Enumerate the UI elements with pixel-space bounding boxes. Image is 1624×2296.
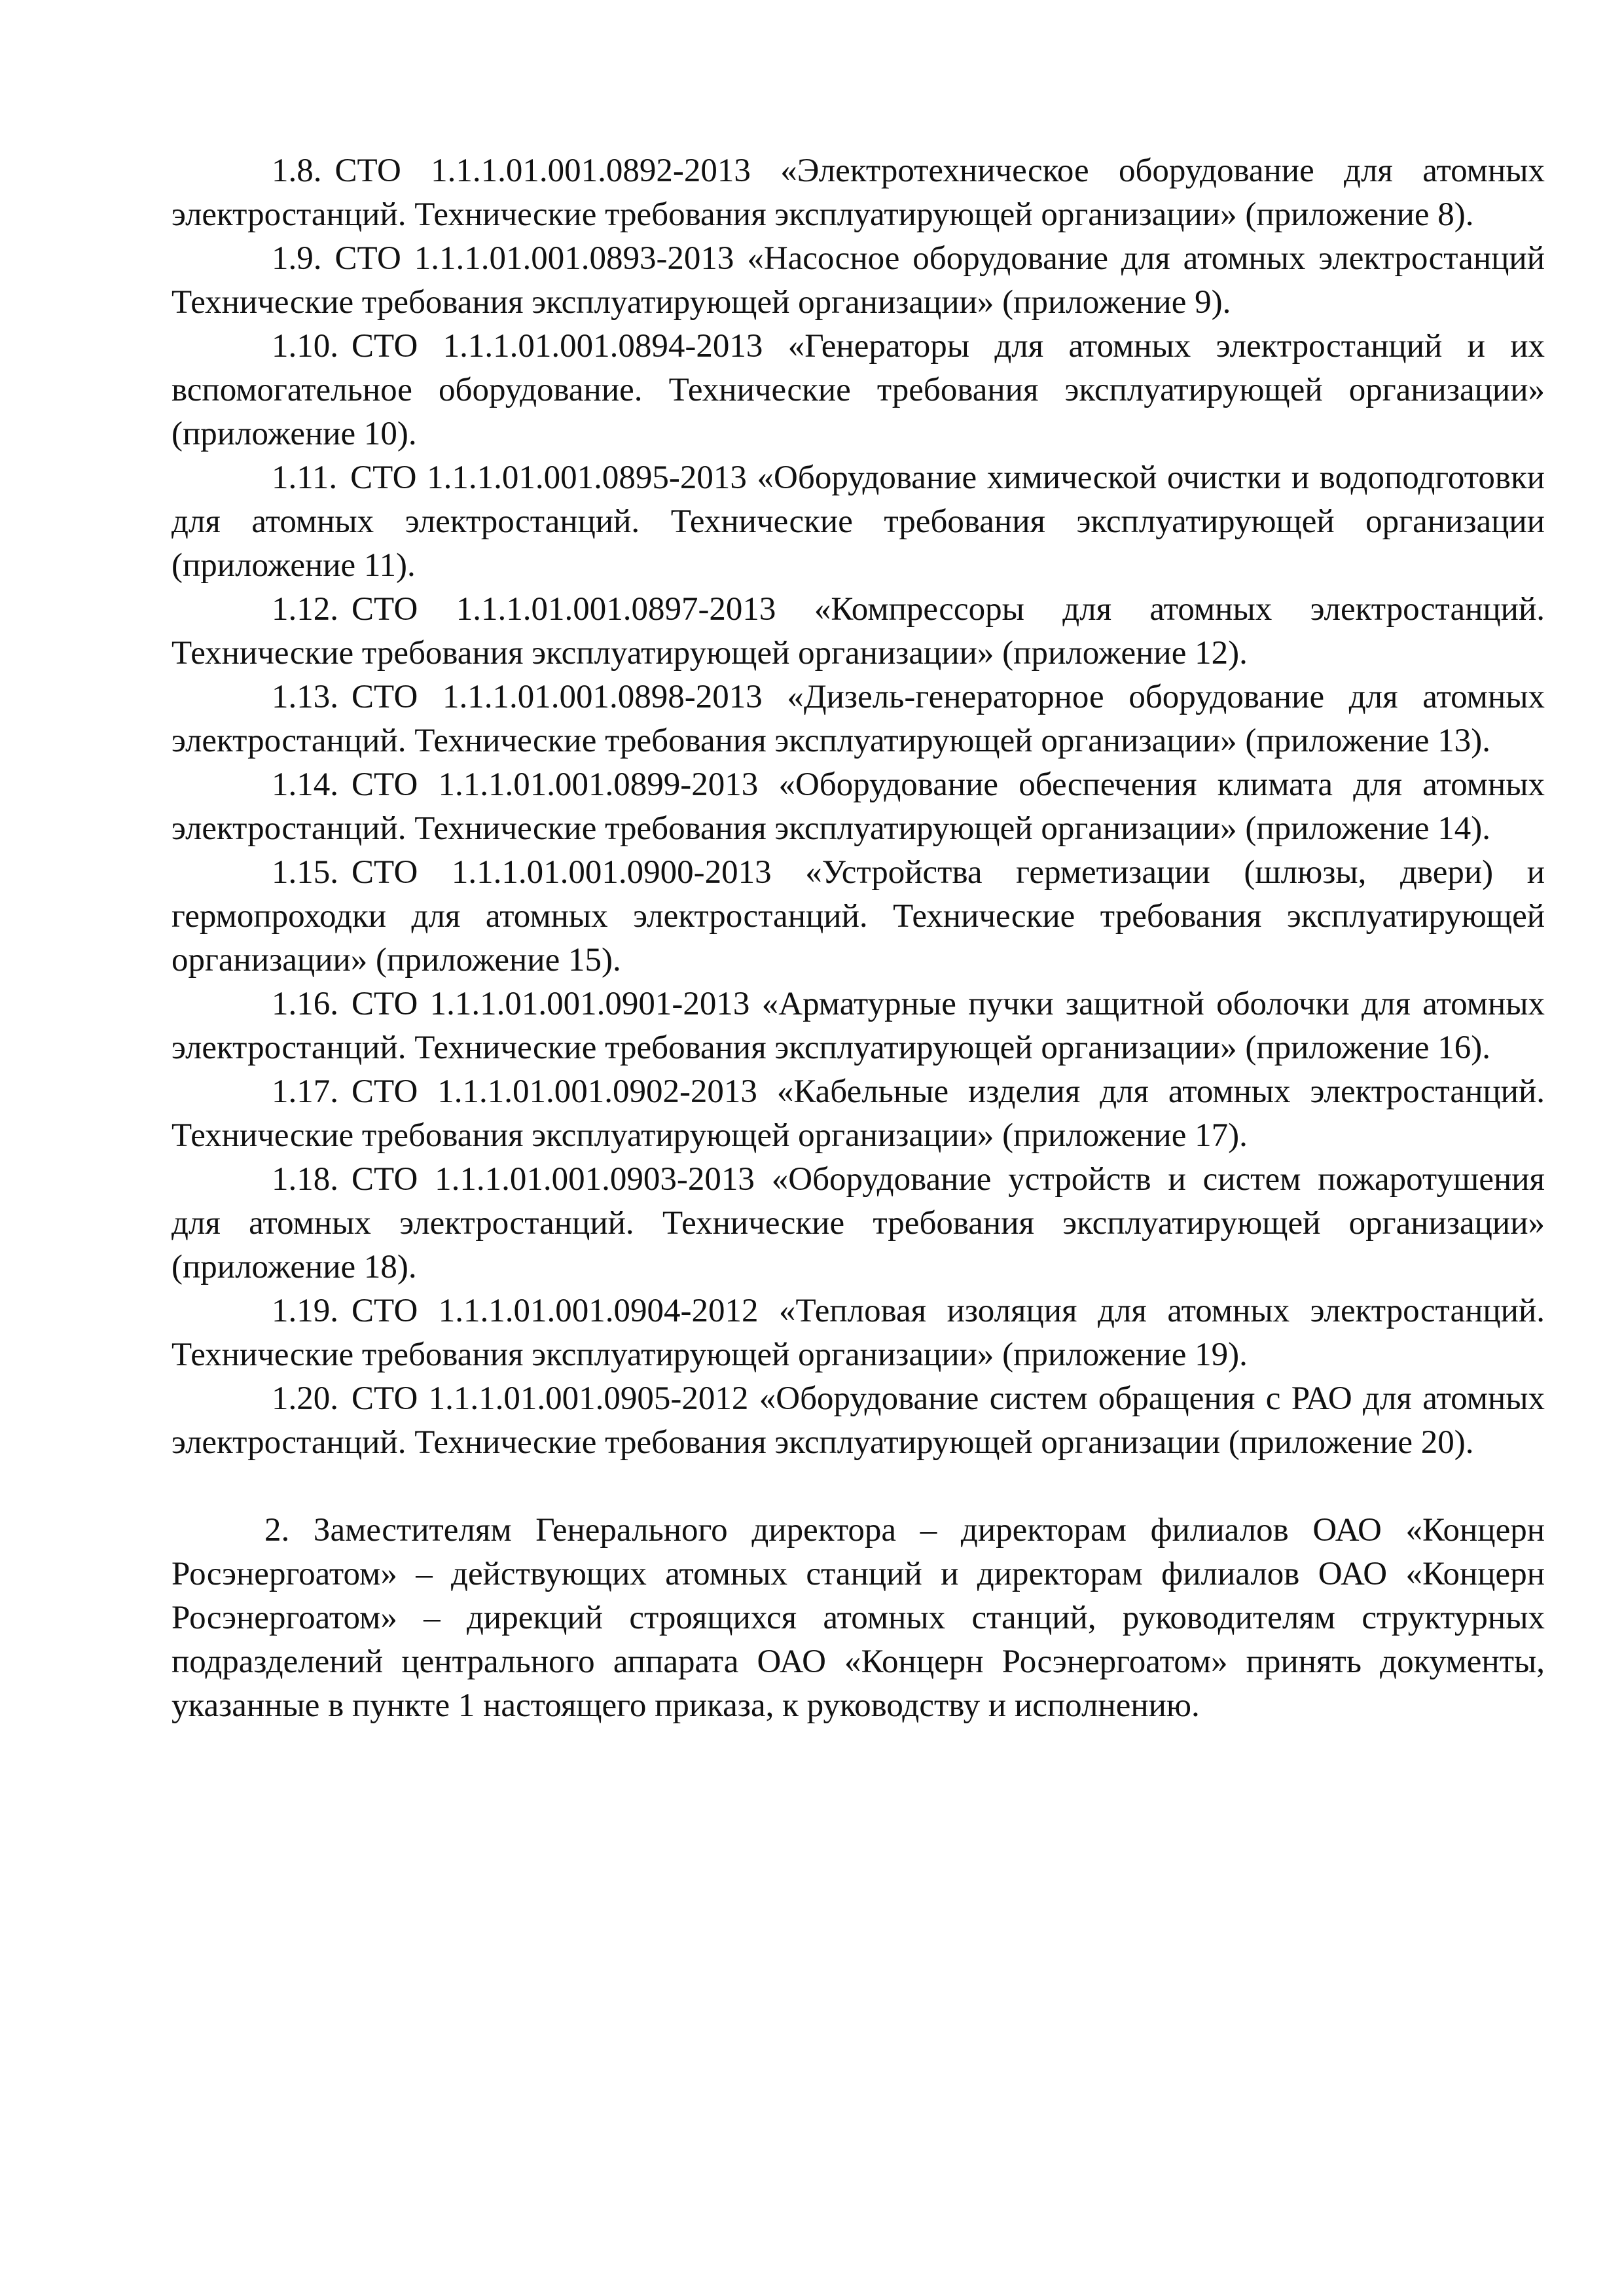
- item-number: 1.14.: [272, 766, 338, 803]
- item-title: «Оборудование устройств и систем пожаротушения для атомных электростанций. Технические требования эксплуатирующей организации» (приложение 18).: [171, 1161, 1545, 1285]
- item-standard-code: СТО 1.1.1.01.001.0904-2012: [352, 1293, 759, 1329]
- list-item-1-15: [171, 851, 1545, 982]
- item-title: «Генераторы для атомных электростанций и их вспомогательное оборудование. Технические требования эксплуатирующей организации» (приложение 10).: [171, 328, 1545, 452]
- item-standard-code: СТО 1.1.1.01.001.0903-2013: [352, 1161, 755, 1198]
- list-item-1-12: [171, 588, 1545, 675]
- item-title: «Компрессоры для атомных электростанций. Технические требования эксплуатирующей организации» (приложение 12).: [171, 591, 1545, 672]
- list-item-1-20: [171, 1377, 1545, 1465]
- item-number: 1.9.: [272, 240, 322, 277]
- item-number: 1.13.: [272, 679, 338, 715]
- list-item-1-10: [171, 325, 1545, 456]
- item-number: 1.15.: [272, 854, 338, 891]
- item-standard-code: СТО 1.1.1.01.001.0894-2013: [352, 328, 763, 365]
- item-title: «Насосное оборудование для атомных электростанций Технические требования эксплуатирующей организации» (приложение 9).: [171, 240, 1545, 321]
- item-title: «Арматурные пучки защитной оболочки для атомных электростанций. Технические требования эксплуатирующей организации» (приложение 16).: [171, 986, 1545, 1066]
- item-title: «Тепловая изоляция для атомных электростанций. Технические требования эксплуатирующей организации» (приложение 19).: [171, 1293, 1545, 1373]
- list-item-1-13: [171, 675, 1545, 763]
- list-item-1-17: [171, 1070, 1545, 1158]
- item-standard-code: СТО 1.1.1.01.001.0893-2013: [334, 240, 734, 277]
- item-standard-code: СТО 1.1.1.01.001.0900-2013: [352, 854, 772, 891]
- item-number: 1.18.: [272, 1161, 338, 1198]
- list-item-1-8: [171, 149, 1545, 237]
- item-title: «Дизель-генераторное оборудование для атомных электростанций. Технические требования эксплуатирующей организации» (приложение 13).: [171, 679, 1545, 759]
- list-item-1-9: [171, 237, 1545, 325]
- list-item-1-19: [171, 1289, 1545, 1377]
- list-item-1-16: [171, 982, 1545, 1070]
- item-number: 1.10.: [272, 328, 338, 365]
- item-standard-code: СТО 1.1.1.01.001.0897-2013: [352, 591, 776, 628]
- item-title: «Электротехническое оборудование для атомных электростанций. Технические требования эксплуатирующей организации» (приложение 8).: [171, 152, 1545, 233]
- list-item-1-11: [171, 456, 1545, 588]
- paragraph-2: 2. Заместителям Генерального директора – директорам филиалов ОАО «Концерн Росэнергоатом» – действующих атомных станций и директорам филиалов ОАО «Концерн Росэнергоатом» – дирекций строящихся атомных станций, руководителям структурных подразделений центрального аппарата ОАО «Концерн Росэнергоатом» принять документы, указанные в пункте 1 настоящего приказа, к руководству и исполнению.: [171, 1512, 1545, 1724]
- item-standard-code: СТО 1.1.1.01.001.0895-2013: [350, 459, 747, 496]
- item-number: 1.16.: [272, 986, 338, 1022]
- item-number: 1.12.: [272, 591, 338, 628]
- item-standard-code: СТО 1.1.1.01.001.0905-2012: [352, 1380, 749, 1417]
- item-number: 1.20.: [272, 1380, 338, 1417]
- section-spacer: [171, 1465, 1545, 1509]
- item-number: 1.8.: [272, 152, 322, 189]
- item-number: 1.11.: [272, 459, 338, 496]
- item-standard-code: СТО 1.1.1.01.001.0902-2013: [352, 1073, 757, 1110]
- item-title: «Оборудование обеспечения климата для атомных электростанций. Технические требования эксплуатирующей организации» (приложение 14).: [171, 766, 1545, 847]
- item-standard-code: СТО 1.1.1.01.001.0892-2013: [334, 152, 751, 189]
- list-item-1-18: [171, 1158, 1545, 1289]
- item-title: «Кабельные изделия для атомных электростанций. Технические требования эксплуатирующей организации» (приложение 17).: [171, 1073, 1545, 1154]
- document-body: [171, 149, 1545, 1728]
- item-standard-code: СТО 1.1.1.01.001.0899-2013: [352, 766, 759, 803]
- item-title: «Оборудование химической очистки и водоподготовки для атомных электростанций. Технические требования эксплуатирующей организации (приложение 11).: [171, 459, 1545, 584]
- item-standard-code: СТО 1.1.1.01.001.0898-2013: [352, 679, 763, 715]
- list-item-1-14: [171, 763, 1545, 851]
- item-title: «Устройства герметизации (шлюзы, двери) и гермопроходки для атомных электростанций. Технические требования эксплуатирующей организации» (приложение 15).: [171, 854, 1545, 978]
- item-number: 1.19.: [272, 1293, 338, 1329]
- item-number: 1.17.: [272, 1073, 338, 1110]
- item-title: «Оборудование систем обращения с РАО для атомных электростанций. Технические требования эксплуатирующей организации (приложение 20).: [171, 1380, 1545, 1461]
- item-standard-code: СТО 1.1.1.01.001.0901-2013: [352, 986, 750, 1022]
